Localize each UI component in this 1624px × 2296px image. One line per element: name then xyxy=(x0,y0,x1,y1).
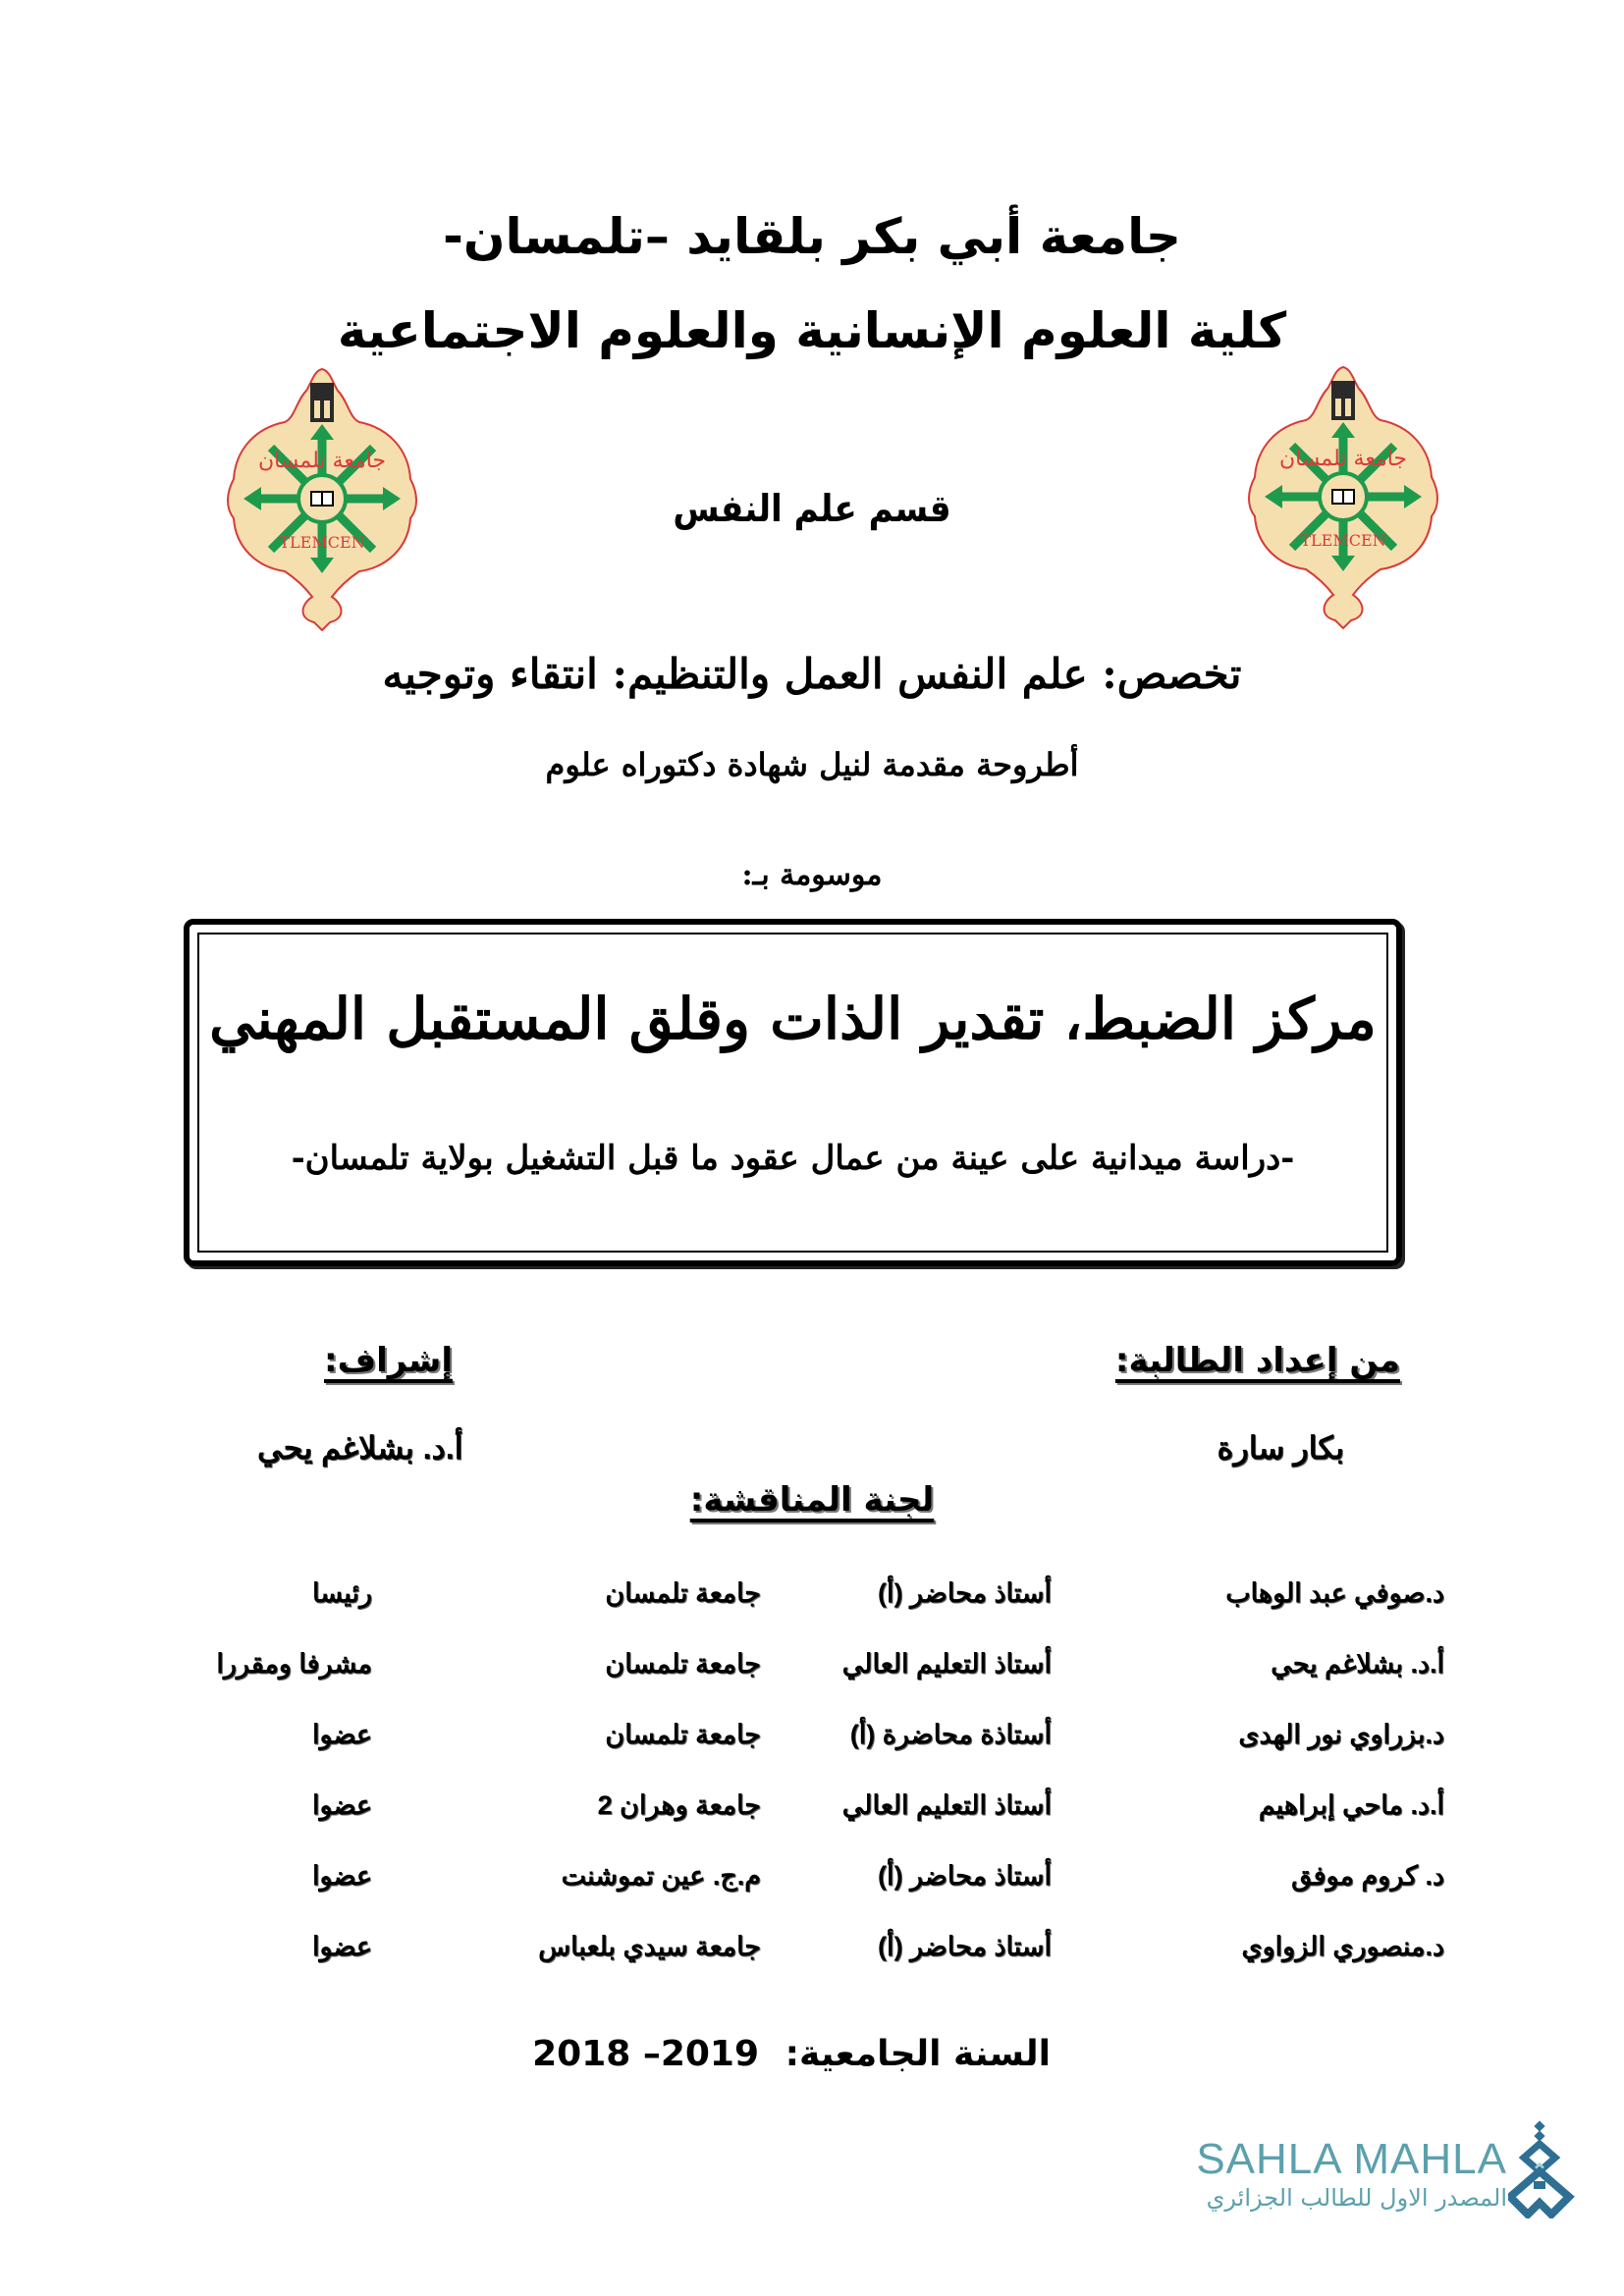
member-rank: أستاذ التعليم العالي xyxy=(841,1790,1052,1820)
svg-text:TLEMCEN: TLEMCEN xyxy=(1300,531,1386,550)
academic-year xyxy=(532,2034,1051,2074)
member-role: عضوا xyxy=(312,1932,372,1961)
university-name: جامعة أبي بكر بلقايد –تلمسان- xyxy=(443,208,1181,265)
svg-text:TLEMCEN: TLEMCEN xyxy=(279,533,365,552)
member-name: أ.د. بشلاغم يحي xyxy=(1271,1649,1444,1679)
member-role: عضوا xyxy=(312,1790,372,1820)
sahla-mahla-logo-icon xyxy=(1508,2120,1575,2218)
committee-row xyxy=(0,1790,1624,1840)
thesis-title-box-inner-border xyxy=(197,933,1388,1253)
member-institution: جامعة تلمسان xyxy=(605,1578,761,1608)
committee-label: لجنة المناقشة: xyxy=(689,1480,935,1520)
committee-row xyxy=(0,1861,1624,1910)
member-rank: أستاذ محاضر (أ) xyxy=(878,1861,1052,1891)
committee-row xyxy=(0,1932,1624,1981)
thesis-subtitle: -دراسة ميدانية على عينة من عمال عقود ما قبل التشغيل بولاية تلمسان- xyxy=(291,1139,1295,1178)
member-rank: أستاذ محاضر (أ) xyxy=(878,1578,1052,1608)
committee-row xyxy=(0,1720,1624,1769)
member-rank: أستاذ التعليم العالي xyxy=(841,1649,1052,1679)
svg-text:جامعة تلمسان: جامعة تلمسان xyxy=(1278,447,1408,471)
supervisor-name: أ.د. بشلاغم يحي xyxy=(257,1430,463,1466)
member-rank: أستاذة محاضرة (أ) xyxy=(849,1720,1052,1749)
committee-row xyxy=(0,1649,1624,1698)
member-name: د.منصوري الزواوي xyxy=(1241,1932,1444,1961)
sahla-mahla-watermark xyxy=(1134,2136,1507,2213)
specialization: تخصص: علم النفس العمل والتنظيم: انتقاء وتوجيه xyxy=(382,650,1242,698)
member-institution: جامعة تلمسان xyxy=(605,1649,761,1679)
member-institution: جامعة تلمسان xyxy=(605,1720,761,1749)
thesis-title: مركز الضبط، تقدير الذات وقلق المستقبل المهني xyxy=(209,986,1377,1052)
member-role: عضوا xyxy=(312,1861,372,1891)
thesis-title-box xyxy=(184,919,1402,1266)
student-name: بكار سارة xyxy=(1217,1430,1344,1466)
department-name: قسم علم النفس xyxy=(673,487,951,530)
member-institution: جامعة سيدي بلعباس xyxy=(538,1932,761,1961)
titled-by-label: موسومة بـ: xyxy=(741,858,883,892)
member-role: عضوا xyxy=(312,1720,372,1749)
watermark-brand: SAHLA MAHLA xyxy=(1196,2135,1507,2183)
member-role: رئيسا xyxy=(311,1578,372,1608)
member-rank: أستاذ محاضر (أ) xyxy=(878,1932,1052,1961)
member-name: د. كروم موفق xyxy=(1291,1861,1444,1891)
member-institution: جامعة وهران 2 xyxy=(597,1790,761,1820)
academic-year-value: 2018 –2019 xyxy=(532,2034,760,2074)
degree-statement: أطروحة مقدمة لنيل شهادة دكتوراه علوم xyxy=(545,746,1079,783)
member-name: أ.د. ماحي إبراهيم xyxy=(1258,1790,1444,1820)
member-name: د.صوفي عبد الوهاب xyxy=(1225,1578,1444,1608)
committee-row xyxy=(0,1578,1624,1628)
supervision-label: إشراف: xyxy=(324,1341,453,1380)
prepared-by-label: من إعداد الطالبة: xyxy=(1114,1341,1400,1380)
member-institution: م.ج. عين تموشنت xyxy=(561,1861,761,1891)
svg-text:جامعة تلمسان: جامعة تلمسان xyxy=(257,449,387,473)
member-name: د.بزراوي نور الهدى xyxy=(1238,1720,1444,1749)
member-role: مشرفا ومقررا xyxy=(216,1649,372,1679)
watermark-tagline: المصدر الاول للطالب الجزائري xyxy=(1206,2184,1507,2212)
academic-year-label: السنة الجامعية: xyxy=(785,2034,1051,2074)
faculty-name: كلية العلوم الإنسانية والعلوم الاجتماعية xyxy=(337,302,1287,359)
